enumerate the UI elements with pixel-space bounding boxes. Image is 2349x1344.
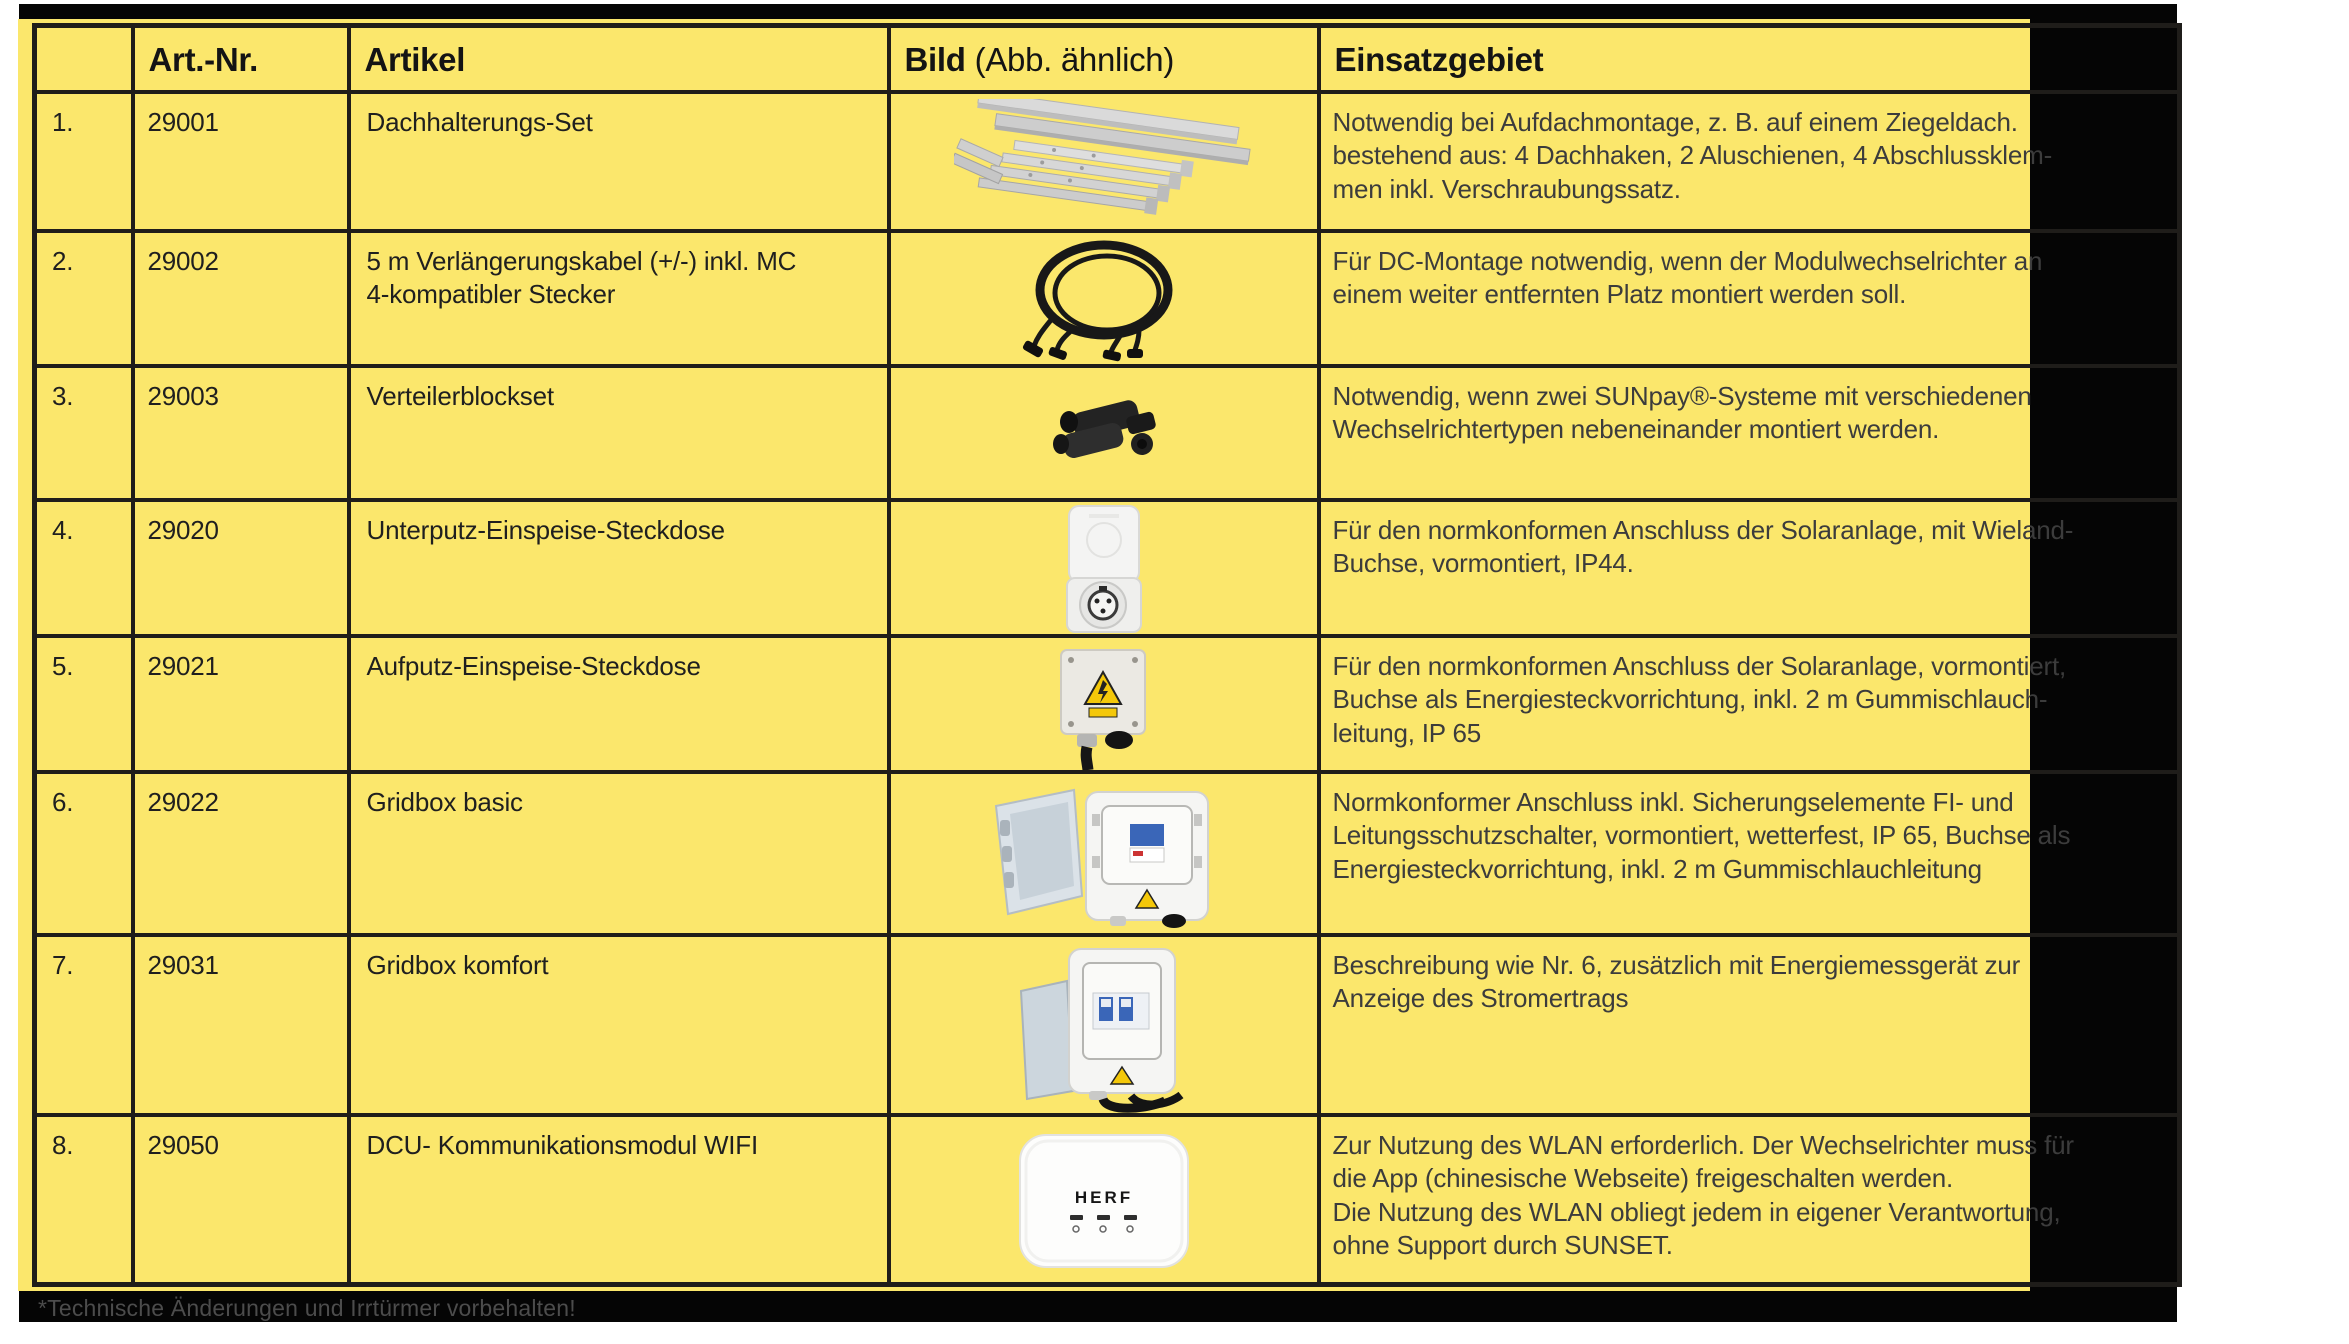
row-number: 8. <box>52 1129 74 1160</box>
usage-description: Für den normkonformen Anschluss der Solaranlage, mit Wieland- Buchse, vormontiert, IP44. <box>1332 514 2074 578</box>
table-row <box>35 636 2180 772</box>
product-photo-distributor-block <box>891 386 1317 481</box>
article-number: 29050 <box>147 1129 219 1160</box>
article-number: 29001 <box>147 106 219 137</box>
usage-description: Für DC-Montage notwendig, wenn der Modulwechselrichter an einem weiter entfernten Platz montiert werden soll. <box>1332 245 2043 309</box>
product-photo-roof-mounting-kit <box>891 99 1317 221</box>
article-name: Verteilerblockset <box>366 380 554 411</box>
table-row <box>35 1115 2180 1285</box>
catalog-sheet <box>18 19 2074 1291</box>
table-row <box>35 935 2180 1115</box>
table-row <box>35 366 2180 500</box>
footnote: *Technische Änderungen und Irrtürmer vorbehalten! <box>38 1295 576 1321</box>
product-photo-flush-socket <box>891 504 1317 634</box>
roof-mount-rails-image <box>954 99 1254 221</box>
product-photo-gridbox-komfort <box>891 941 1317 1113</box>
table-row <box>35 772 2180 935</box>
header-artikel: Artikel <box>349 26 889 92</box>
article-name: Gridbox basic <box>366 786 523 817</box>
table-header-row <box>35 26 2180 92</box>
article-name: Unterputz-Einspeise-Steckdose <box>366 514 725 545</box>
header-bild-bold: Bild <box>904 41 966 78</box>
article-number: 29020 <box>147 514 219 545</box>
header-bild-note: (Abb. ähnlich) <box>974 41 1175 78</box>
article-name: 5 m Verlängerungskabel (+/-) inkl. MC 4-kompatibler Stecker <box>366 245 797 309</box>
usage-description: Für den normkonformen Anschluss der Solaranlage, vormontiert, Buchse als Energiesteckvorrichtung, inkl. 2 m Gummischlauch- leitung, IP 65 <box>1332 650 2066 748</box>
table-row <box>35 500 2180 636</box>
product-photo-gridbox-basic <box>891 784 1317 930</box>
article-number: 29002 <box>147 245 219 276</box>
row-number: 5. <box>52 650 74 681</box>
table-row <box>35 231 2180 366</box>
article-number: 29031 <box>147 949 219 980</box>
usage-description: Notwendig, wenn zwei SUNpay®-Systeme mit verschiedenen Wechselrichtertypen nebeneinander montiert werden. <box>1332 380 2032 444</box>
article-name: Gridbox komfort <box>366 949 549 980</box>
article-number: 29021 <box>147 650 219 681</box>
article-number: 29022 <box>147 786 219 817</box>
article-name: Dachhalterungs-Set <box>366 106 593 137</box>
usage-description: Notwendig bei Aufdachmontage, z. B. auf einem Ziegeldach. bestehend aus: 4 Dachhaken, 2 Aluschienen, 4 Abschlussklem- men inkl. Verschraubungssatz. <box>1332 106 2053 204</box>
usage-description: Zur Nutzung des WLAN erforderlich. Der Wechselrichter muss für die App (chinesische Webseite) freigeschalten werden. Die Nutzung des WLAN obliegt jedem in eigener Verantwortung, ohne Support durch SUNSET. <box>1332 1129 2074 1260</box>
cable-coil-image <box>999 238 1209 364</box>
device-brand-label: HERF <box>1074 1187 1133 1207</box>
product-photo-surface-socket <box>891 646 1317 770</box>
row-number: 4. <box>52 514 74 545</box>
flush-socket-image <box>1047 504 1161 634</box>
article-name: DCU- Kommunikationsmodul WIFI <box>366 1129 759 1160</box>
article-name: Aufputz-Einspeise-Steckdose <box>366 650 701 681</box>
distributor-block-image <box>1039 386 1169 481</box>
wifi-module-image <box>1004 1129 1204 1275</box>
row-number: 3. <box>52 380 74 411</box>
accessories-table <box>32 23 2182 1287</box>
table-row <box>35 92 2180 231</box>
product-photo-extension-cable <box>891 238 1317 364</box>
row-number: 6. <box>52 786 74 817</box>
gridbox-komfort-image <box>1009 941 1199 1113</box>
usage-description: Normkonformer Anschluss inkl. Sicherungselemente FI- und Leitungsschutzschalter, vormontiert, wetterfest, IP 65, Buchse als Energiesteckvorrichtung, inkl. 2 m Gummischlauchleitung <box>1332 786 2071 884</box>
row-number: 1. <box>52 106 74 137</box>
surface-socket-image <box>1047 646 1161 770</box>
usage-description: Beschreibung wie Nr. 6, zusätzlich mit Energiemessgerät zur Anzeige des Stromertrags <box>1332 949 2021 1013</box>
article-number: 29003 <box>147 380 219 411</box>
row-number: 7. <box>52 949 74 980</box>
header-nr <box>35 26 133 92</box>
header-bild <box>889 26 1319 92</box>
gridbox-basic-image <box>986 784 1222 930</box>
row-number: 2. <box>52 245 74 276</box>
product-photo-wifi-module <box>891 1129 1317 1275</box>
header-art-nr: Art.-Nr. <box>133 26 349 92</box>
header-einsatzgebiet: Einsatzgebiet <box>1319 26 2180 92</box>
